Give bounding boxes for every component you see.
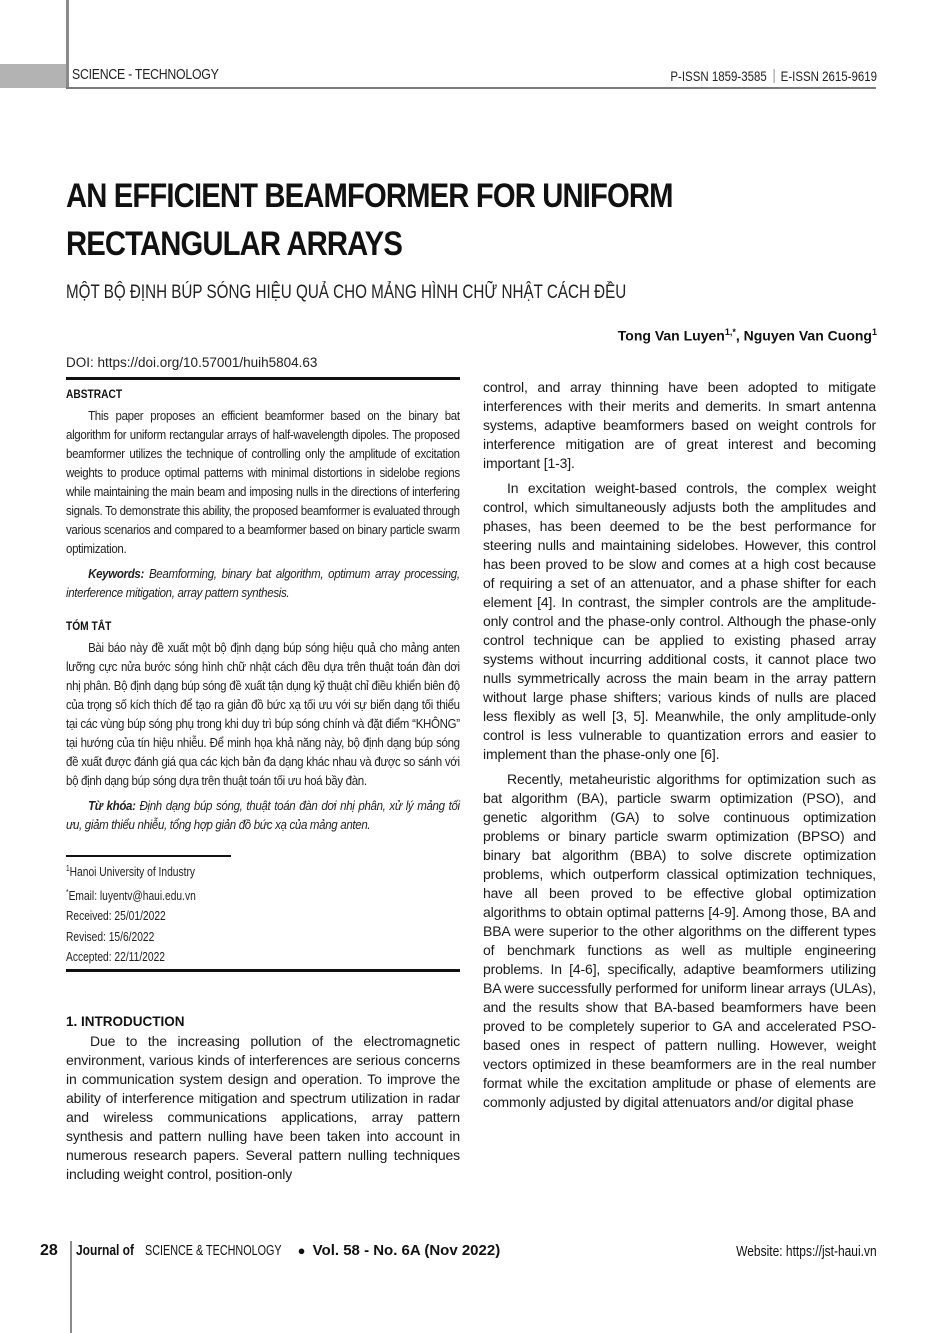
email-mark: * (66, 887, 69, 897)
issn-info (670, 68, 877, 84)
author-separator: , (735, 327, 744, 344)
journal-section-label: SCIENCE - TECHNOLOGY (72, 66, 219, 83)
author-name: Tong Van Luyen (617, 327, 725, 344)
journal-volume: Vol. 58 - No. 6A (Nov 2022) (312, 1242, 501, 1259)
abstract-text: This paper proposes an efficient beamformer based on the binary bat algorithm for uniform rectangular arrays of half-wavelength dipoles. The proposed beamformer utilizes the technique of controlling only the amplitude of excitation weights to produce optimal patterns with minimal distortions in sidelobe regions while maintaining the main beam and imposing nulls in the directions of interfering signals. To demonstrate this ability, the proposed beamformer is evaluated through various scenarios and compared to a beamformer based on binary particle swarm optimization. (66, 409, 460, 556)
p-issn: P-ISSN 1859-3585 (670, 68, 767, 84)
received-date: Received: 25/01/2022 (66, 909, 166, 924)
page-number: 28 (40, 1242, 58, 1259)
introduction-heading: 1. INTRODUCTION (66, 1013, 185, 1029)
accepted-date: Accepted: 22/11/2022 (66, 950, 165, 965)
author-list (618, 327, 877, 344)
footer-journal-info (76, 1242, 500, 1259)
tu-khoa-list: Định dạng búp sóng, thuật toán đàn dơi nhị phân, xử lý mảng tối ưu, giảm thiểu nhiễu, tổng hợp giản đồ bức xạ của mảng anten. (66, 799, 460, 832)
introduction-paragraph: Due to the increasing pollution of the electromagnetic environment, various kinds of interferences are serious concerns in communication system design and operation. To improve the ability of interference mitigation and spectrum utilization in radar and wireless communications applications, array pattern synthesis and pattern nulling have been taken into account in numerous research papers. Several pattern nulling techniques including weight control, position-only (66, 1032, 460, 1182)
author-affiliation-mark: 1,* (724, 327, 736, 337)
tom-tat-text: Bài báo này đề xuất một bộ định dạng búp sóng hiệu quả cho mảng anten lưỡng cực nửa bước sóng hình chữ nhật cách đều dựa trên thuật toán đàn dơi nhị phân. Bộ định dạng búp sóng đề xuất tận dụng kỹ thuật chỉ điều khiển biên độ của trọng số kích thích để tạo ra giản đồ bức xạ tối ưu với sự biến dạng tối thiểu tại các vùng búp sóng phụ trong khi duy trì búp sóng chính và đặt điểm “KHÔNG” tại hướng của tín hiệu nhiễu. Để minh họa khả năng này, bộ định dạng búp sóng đề xuất được đánh giá qua các kịch bản đa dạng khác nhau và được so sánh với bộ định dạng búp sóng dựa trên thuật toán tối ưu hoá bầy đàn. (66, 641, 460, 788)
keywords-list: Beamforming, binary bat algorithm, optimum array processing, interference mitigation, array pattern synthesis. (66, 567, 460, 600)
revised-date: Revised: 15/6/2022 (66, 929, 155, 944)
issn-separator (773, 69, 774, 83)
article-title: AN EFFICIENT BEAMFORMER FOR UNIFORM RECTANGULAR ARRAYS (66, 177, 673, 263)
introduction-paragraph: Recently, metaheuristic algorithms for optimization such as bat algorithm (BA), particle swarm optimization (PSO), and genetic algorithm (GA) to solve continuous optimization problems or binary particle swarm optimization (BPSO) and binary bat algorithm (BBA) to solve discrete optimization problems, which outperform classical optimization techniques, have all been proved to be effective global optimization algorithms to obtain optimal patterns [4-9]. Among those, BA and BBA were superior to the other algorithms on the different types of benchmark functions as well as multiple engineering problems. In [4-6], specifically, adaptive beamformers utilizing BA were successfully performed for uniform linear arrays (ULAs), and the results show that BA-based beamformers have been proved to be completely superior to GA and accelerated PSO-based ones in respect of pattern nulling. However, weight vectors optimized in these beamformers are in the real number format while the excitation amplitude or phase of elements are commonly adjusted by digital attenuators and/or digital phase (483, 771, 876, 1110)
affiliation-note (66, 859, 389, 883)
abstract-top-rule (66, 377, 460, 380)
bullet-icon: ● (297, 1243, 306, 1258)
keywords-label: Keywords: (88, 567, 144, 581)
tu-khoa (66, 797, 460, 835)
email-text[interactable]: Email: luyentv@haui.edu.vn (68, 888, 196, 903)
journal-prefix: Journal of (76, 1242, 135, 1259)
affiliation-text: Hanoi University of Industry (69, 865, 195, 880)
author-affiliation-mark: 1 (871, 327, 877, 337)
header-grey-tab (0, 64, 66, 88)
footer-vertical-rule (70, 1241, 72, 1333)
right-column (483, 378, 876, 1112)
keywords (66, 565, 460, 603)
notes-rule (66, 855, 231, 857)
journal-name: SCIENCE & TECHNOLOGY (144, 1242, 282, 1259)
tu-khoa-label: Từ khóa: (88, 799, 136, 813)
email-note (66, 883, 389, 907)
introduction-paragraph: In excitation weight-based controls, the complex weight control, which simultaneously adjusts both the amplitudes and phases, has been deemed to be the best performance for steering nulls and maintaining sidelobes. However, this control has been proved to be slow and comes at a high cost because of requiring a set of an attenuator, and a phase shifter for each element [4]. In contrast, the simpler controls are the amplitude-only control and the phase-only control. Although the phase-only control technique can be applied to existing phased array systems without incurring additional costs, it cannot place two nulls symmetrically across the main beam in the array pattern without large phase shifters; various kinds of nulls are placed less flexibly as well [3, 5]. Meanwhile, the only amplitude-only control is less vulnerable to quantization errors and easier to implement than the phase-only one [6]. (483, 480, 876, 762)
introduction-paragraph-continued: control, and array thinning have been adopted to mitigate interferences with their merits and demerits. In smart antenna systems, adaptive beamformers based on weight controls for interference mitigation are of great interest and becoming important [1-3]. (483, 379, 876, 471)
header-rule (66, 87, 876, 89)
abstract-heading: ABSTRACT (66, 387, 123, 401)
tom-tat-heading: TÓM TẮT (66, 619, 112, 633)
header-vertical-rule (66, 0, 69, 88)
doi-link[interactable]: DOI: https://doi.org/10.57001/huih5804.63 (66, 355, 318, 370)
e-issn: E-ISSN 2615-9619 (780, 68, 877, 84)
author-name: Nguyen Van Cuong (743, 327, 872, 344)
article-title-vietnamese: MỘT BỘ ĐỊNH BÚP SÓNG HIỆU QUẢ CHO MẢNG HÌNH CHỮ NHẬT CÁCH ĐỀU (66, 282, 627, 303)
affiliation-mark: 1 (66, 864, 70, 873)
journal-website[interactable]: Website: https://jst-haui.vn (736, 1243, 877, 1260)
left-column (66, 377, 460, 1184)
